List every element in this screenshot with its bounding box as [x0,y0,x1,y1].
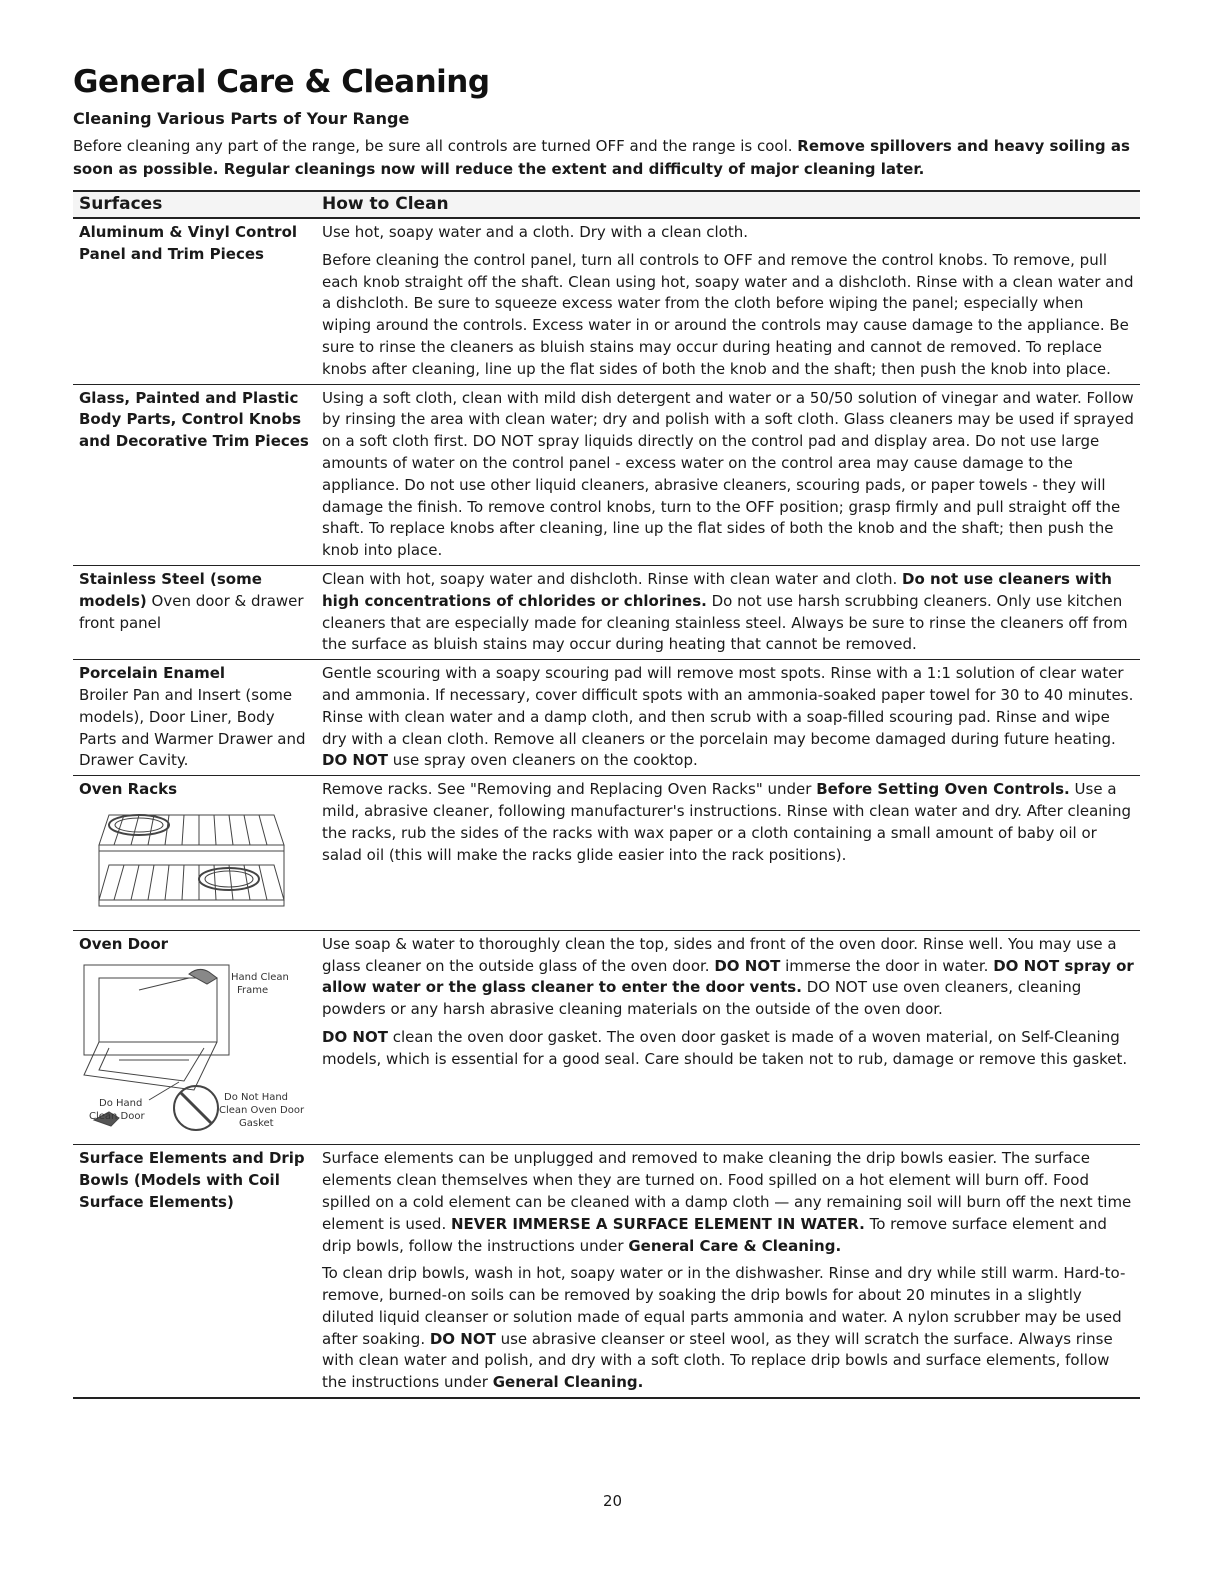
emphasis-text: General Care & Cleaning. [628,1236,842,1255]
label-clean-door: Clean Door [89,1110,145,1122]
header-how-to-clean: How to Clean [316,191,1140,218]
emphasis-text: DO NOT spray or allow water or the glass cleaner to enter the door vents. [322,956,1134,997]
intro-bold: Remove spillovers and heavy soiling as soon as possible. Regular cleanings now will reduce the extent and difficulty of major cleaning later. [73,137,1130,178]
instruction-paragraph [322,222,1134,244]
emphasis-text: Before Setting Oven Controls. [816,780,1070,799]
emphasis-text: DO NOT [322,751,388,770]
body-text: To remove surface element and drip bowls, follow the instructions under [322,1214,1107,1255]
surface-name: Stainless Steel (some models) [79,569,262,610]
label-do-not-hand: Do Not Hand [224,1091,289,1103]
page [73,62,1140,1399]
instruction-paragraph [322,934,1134,1021]
body-text: use spray oven cleaners on the cooktop. [387,751,698,770]
surface-cell [73,1145,316,1398]
body-text: Clean with hot, soapy water and dishcloth. Rinse with clean water and cloth. [322,569,903,588]
table-body [73,218,1140,1398]
surface-name: Glass, Painted and Plastic Body Parts, Control Knobs and Decorative Trim Pieces [79,388,309,451]
table-row [73,218,1140,384]
instruction-paragraph [322,779,1134,866]
emphasis-text: DO NOT [322,1027,388,1046]
how-to-clean-cell [316,1145,1140,1398]
body-text: Remove racks. See "Removing and Replacing Oven Racks" under [322,780,817,799]
intro-normal: Before cleaning any part of the range, be sure all controls are turned OFF and the range is cool. [73,137,798,155]
body-text: To clean drip bowls, wash in hot, soapy water or in the dishwasher. Rinse and dry while still warm. Hard-to-remove, burned-on soils can be removed by soaking the drip bowls for about 20 minutes in a slightly diluted liquid cleanser or solution made of equal parts ammonia and water. A nylon scrubber may be used after soaking. [322,1264,1126,1348]
page-title: General Care & Cleaning [73,64,490,100]
body-text: DO NOT use oven cleaners, cleaning powders or any harsh abrasive cleaning materials on the outside of the oven door. [322,978,1082,1019]
emphasis-text: Do not use cleaners with high concentrations of chlorides or chlorines. [322,569,1112,610]
cleaning-table [73,190,1140,1399]
surface-name: Aluminum & Vinyl Control Panel and Trim Pieces [79,223,298,263]
body-text: Use a mild, abrasive cleaner, following manufacturer's instructions. Rinse with clean water and dry. After cleaning the racks, rub the sides of the racks with wax paper or a cloth containing a small amount of baby oil or salad oil (this will make the racks glide easier into the rack positions). [322,780,1132,864]
oven-door-illustration [79,960,309,1135]
label-gasket: Gasket [239,1117,274,1129]
table-row [73,1145,1140,1398]
body-text: Using a soft cloth, clean with mild dish detergent and water or a 50/50 solution of vinegar and water. Follow by rinsing the area with clean water; dry and polish with a soft cloth. Glass cleaners may be used if sprayed on a soft cloth first. DO NOT spray liquids directly on the control pad and display area. Do not use large amounts of water on the control panel - excess water on the control area may cause damage to the appliance. Do not use other liquid cleaners, abrasive cleaners, scouring pads, or paper towels - they will damage the finish. To remove control knobs, turn to the OFF position; grasp firmly and pull straight off the shaft. To replace knobs after cleaning, line up the flat sides of both the knob and the shaft; then push the knob into place. [322,388,1134,560]
table-row [73,776,1140,931]
emphasis-text: DO NOT [429,1329,496,1348]
body-text: Do not use harsh scrubbing cleaners. Only use kitchen cleaners that are especially made for cleaning stainless steel. Always be sure to rinse the cleaners off from the surface as bluish stains may occur during heating that cannot be removed. [322,591,1128,654]
table-row [73,930,1140,1145]
emphasis-text: NEVER IMMERSE A SURFACE ELEMENT IN WATER. [450,1214,865,1233]
label-do-hand: Do Hand [99,1097,143,1109]
page-number: 20 [602,1492,623,1510]
label-clean-oven-door: Clean Oven Door [219,1104,305,1116]
instruction-paragraph [322,250,1134,381]
surface-name: Oven Racks [79,780,178,799]
instruction-paragraph [322,663,1134,772]
instruction-paragraph [322,569,1134,656]
body-text: use abrasive cleanser or steel wool, as they will scratch the surface. Always rinse with clean water and polish, and dry with a soft cloth. To replace drip bowls and surface elements, follow the instructions under [322,1329,1113,1392]
table-row [73,660,1140,776]
table-header-row [73,191,1140,218]
how-to-clean-cell [316,776,1140,931]
table-row [73,565,1140,659]
surface-detail: Oven door & drawer front panel [79,591,304,632]
surface-cell [73,660,316,776]
body-text: Use hot, soapy water and a cloth. Dry with a clean cloth. [322,223,748,241]
surface-name: Surface Elements and Drip Bowls (Models with Coil Surface Elements) [79,1149,305,1211]
body-text: immerse the door in water. [780,956,994,975]
body-text: Gentle scouring with a soapy scouring pad will remove most spots. Rinse with a 1:1 solution of clear water and ammonia. If necessary, cover difficult spots with an ammonia-soaked paper towel for 30 to 40 minutes. Rinse with clean water and a damp cloth, and then scrub with a soap-filled scouring pad. Rinse and wipe dry with a clean cloth. Remove all cleaners or the porcelain may become damaged during future heating. [322,664,1134,748]
instruction-paragraph [322,1027,1134,1071]
body-text: Before cleaning the control panel, turn all controls to OFF and remove the control knobs. To remove, pull each knob straight off the shaft. Clean using hot, soapy water and a dishcloth. Rinse with a clean water and a dishcloth. Be sure to squeeze excess water from the cloth before wiping the panel; especially when wiping around the controls. Excess water in or around the controls may cause damage to the appliance. Be sure to rinse the cleaners as bluish stains may occur during heating and cannot de removed. To replace knobs after cleaning, line up the flat sides of both the knob and the shaft; then push the knob into place. [322,250,1134,378]
surface-cell [73,384,316,565]
how-to-clean-cell [316,384,1140,565]
surface-cell [73,930,316,1145]
body-text: Surface elements can be unplugged and removed to make cleaning the drip bowls easier. The surface elements clean themselves when they are turned on. Food spilled on a hot element will burn off. Food spilled on a cold element can be cleaned with a damp cloth — any remaining soil will burn off the next time element is used. [322,1149,1132,1233]
surface-name: Porcelain Enamel [79,664,226,683]
instruction-paragraph [322,1263,1134,1394]
body-text: Use soap & water to thoroughly clean the top, sides and front of the oven door. Rinse well. You may use a glass cleaner on the outside glass of the oven door. [322,934,1117,975]
section-subtitle: Cleaning Various Parts of Your Range [73,109,410,128]
how-to-clean-cell [316,660,1140,776]
instruction-paragraph [322,388,1134,562]
surface-cell [73,218,316,384]
how-to-clean-cell [316,930,1140,1145]
emphasis-text: DO NOT [714,956,781,975]
label-frame: Frame [237,984,269,996]
table-row [73,384,1140,565]
how-to-clean-cell [316,218,1140,384]
instruction-paragraph [322,1148,1134,1257]
header-surfaces: Surfaces [73,191,316,218]
emphasis-text: General Cleaning. [492,1373,644,1392]
body-text: clean the oven door gasket. The oven door gasket is made of a woven material, on Self-Cleaning models, which is essential for a good seal. Care should be taken not to rub, damage or remove this gasket. [322,1027,1128,1068]
surface-cell [73,776,316,931]
how-to-clean-cell [316,565,1140,659]
surface-name: Oven Door [79,934,169,953]
surface-detail: Broiler Pan and Insert (some models), Door Liner, Body Parts and Warmer Drawer and Drawer Cavity. [79,685,306,770]
oven-racks-illustration [79,805,304,920]
label-hand-clean: Hand Clean [231,971,289,983]
surface-cell [73,565,316,659]
intro-paragraph [73,135,1140,181]
